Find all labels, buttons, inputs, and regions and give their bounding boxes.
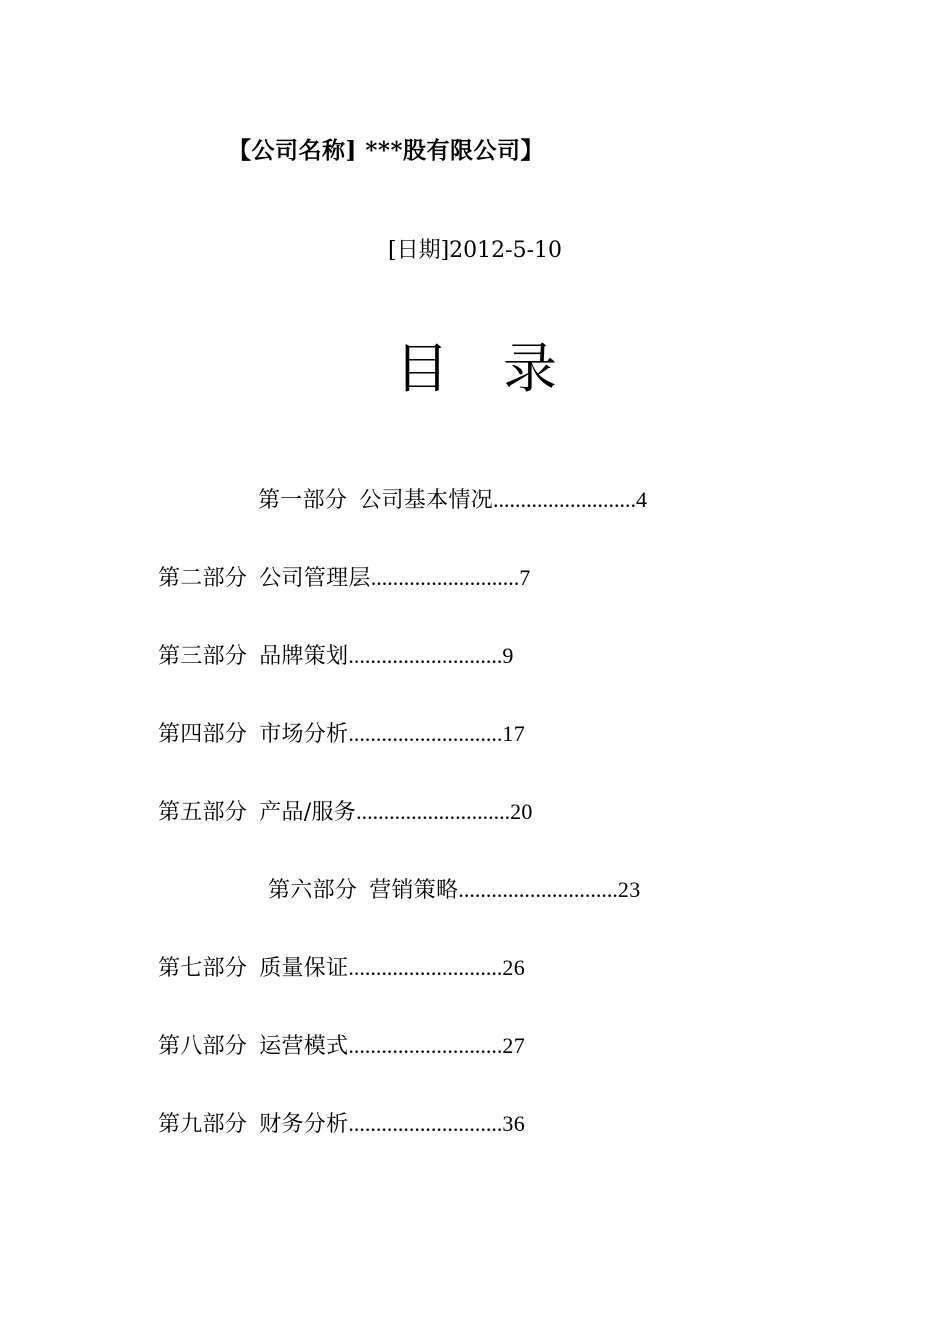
toc-page-number: 23: [617, 877, 641, 902]
toc-leader: ............................: [348, 1111, 503, 1136]
toc-leader: ............................: [356, 799, 511, 824]
toc-part: 第四部分: [158, 722, 248, 747]
toc-title-text: 市场分析: [259, 722, 349, 747]
toc-title-text: 质量保证: [259, 956, 349, 981]
toc-leader: ..........................: [493, 487, 637, 512]
toc-title-text: 品牌策划: [259, 644, 349, 669]
toc-entry-6[interactable]: [268, 873, 641, 904]
toc-title-text: 公司基本情况: [359, 488, 494, 513]
company-name: 【公司名称] ***股有限公司】: [228, 137, 544, 164]
toc-entry-5[interactable]: [158, 795, 533, 826]
toc-leader: .............................: [458, 877, 618, 902]
toc-part: 第一部分: [258, 488, 348, 513]
toc-title-text: 营销策略: [369, 878, 459, 903]
toc-title-right: 录: [503, 337, 557, 400]
toc-entry-4[interactable]: [158, 717, 525, 748]
toc-entry-9[interactable]: [158, 1107, 525, 1138]
toc-entry-8[interactable]: [158, 1029, 525, 1060]
toc-page-number: 4: [636, 487, 648, 512]
toc-page-number: 26: [502, 955, 526, 980]
toc-part: 第六部分: [268, 878, 358, 903]
toc-leader: ............................: [348, 1033, 503, 1058]
toc-title-text: 公司管理层: [259, 566, 371, 591]
toc-page-number: 9: [502, 643, 514, 668]
toc-part: 第九部分: [158, 1112, 248, 1137]
toc-title-left: 目: [395, 337, 449, 400]
toc-entry-2[interactable]: [158, 561, 531, 592]
toc-part: 第二部分: [158, 566, 248, 591]
toc-title-text: 产品/服务: [259, 800, 357, 825]
toc-page-number: 36: [502, 1111, 526, 1136]
toc-title-text: 财务分析: [259, 1112, 349, 1137]
toc-entry-1[interactable]: [258, 483, 647, 514]
document-date: [日期]2012-5-10: [388, 238, 563, 263]
toc-part: 第八部分: [158, 1034, 248, 1059]
toc-part: 第三部分: [158, 644, 248, 669]
toc-leader: ............................: [348, 643, 503, 668]
toc-leader: ............................: [348, 721, 503, 746]
toc-part: 第五部分: [158, 800, 248, 825]
toc-page-number: 20: [510, 799, 533, 824]
toc-entry-3[interactable]: [158, 639, 514, 670]
toc-part: 第七部分: [158, 956, 248, 981]
toc-page-number: 27: [502, 1033, 526, 1058]
toc-title: [395, 326, 557, 403]
toc-entry-7[interactable]: [158, 951, 525, 982]
toc-leader: ...........................: [370, 565, 520, 590]
toc-page-number: 7: [519, 565, 531, 590]
toc-leader: ............................: [348, 955, 503, 980]
toc-title-text: 运营模式: [259, 1034, 349, 1059]
toc-page-number: 17: [502, 721, 526, 746]
